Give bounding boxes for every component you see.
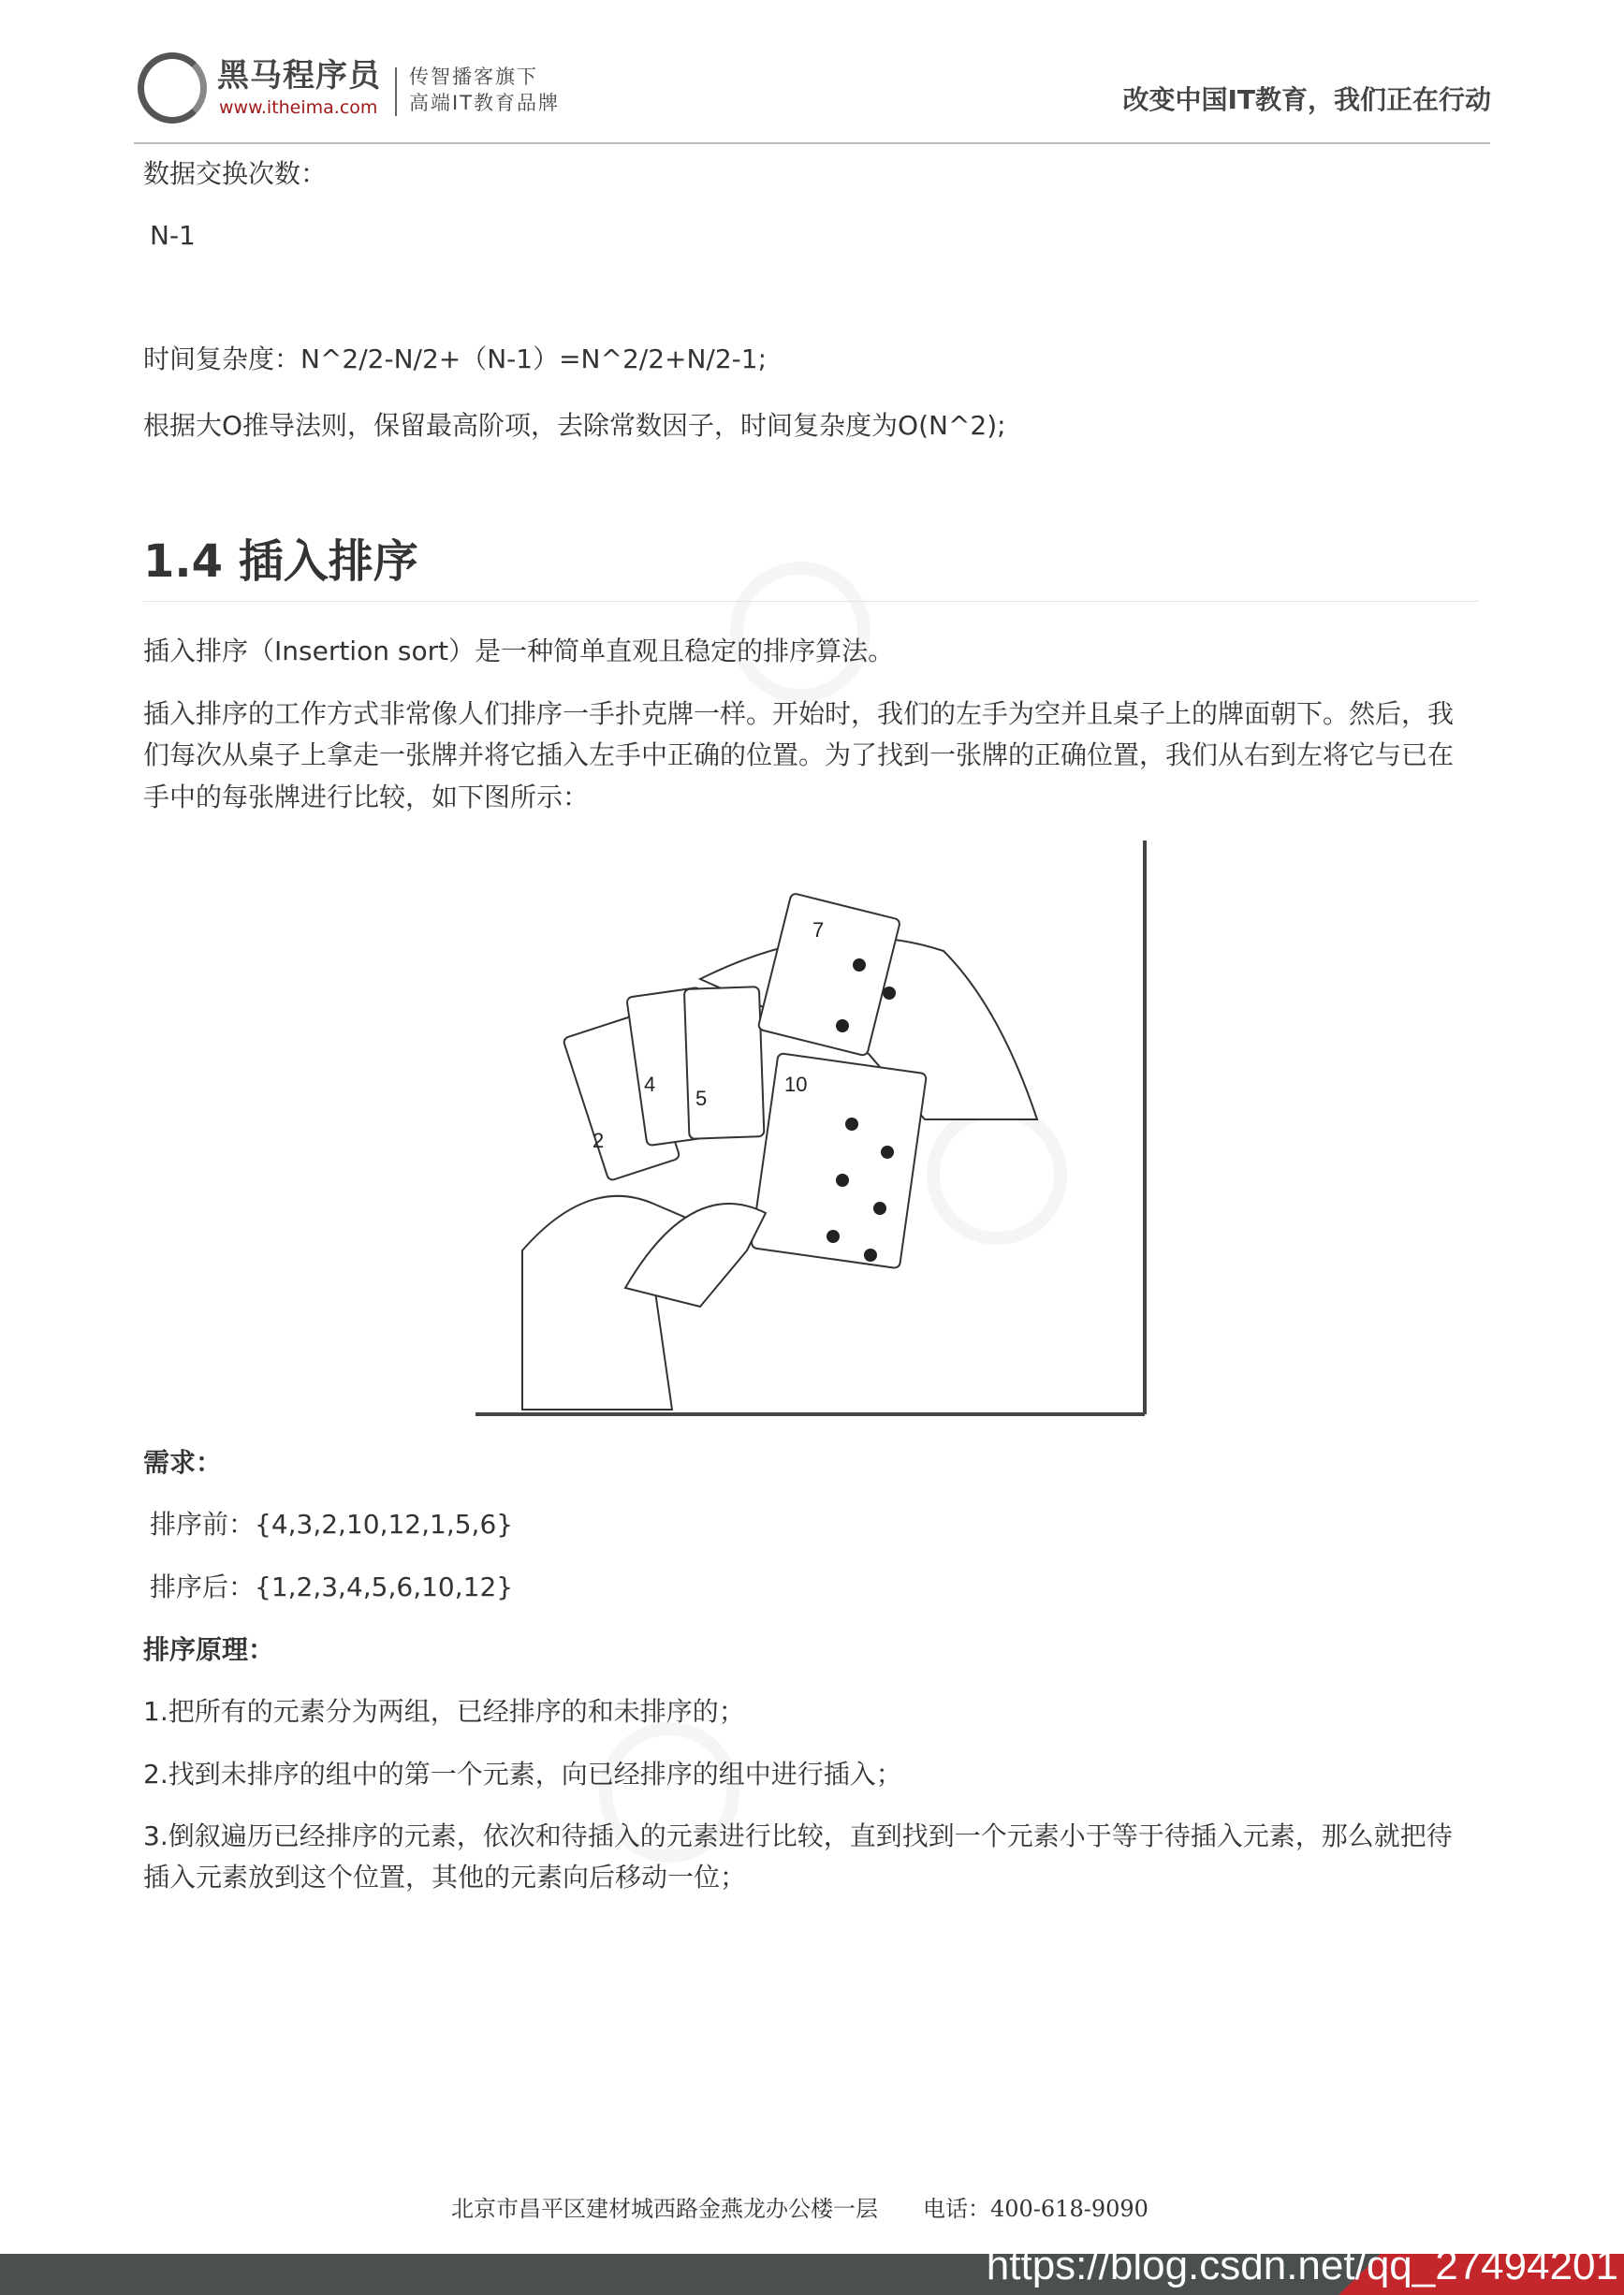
slogan: 改变中国IT教育，我们正在行动 xyxy=(1122,84,1491,115)
brand-sub2: 高端IT教育品牌 xyxy=(409,92,561,114)
after-sort: 排序后：{1,2,3,4,5,6,10,12} xyxy=(150,1571,514,1602)
brand-url: www.itheima.com xyxy=(219,97,378,118)
step: 3.倒叙遍历已经排序的元素，依次和待插入的元素进行比较，直到找到一个元素小于等于待插入元素，那么就把待 xyxy=(143,1820,1453,1851)
card-hand-illustration xyxy=(475,839,1151,1419)
step: 插入元素放到这个位置，其他的元素向后移动一位； xyxy=(143,1862,747,1893)
requirement-label: 需求： xyxy=(143,1447,223,1478)
divider xyxy=(395,67,397,116)
heading-rule xyxy=(143,601,1479,602)
card-rank: 5 xyxy=(695,1087,708,1110)
card xyxy=(684,987,765,1139)
header-rule xyxy=(134,142,1490,144)
intro: 插入排序（Insertion sort）是一种简单直观且稳定的排序算法。 xyxy=(143,636,895,666)
step: 2.找到未排序的组中的第一个元素，向已经排序的组中进行插入； xyxy=(143,1759,902,1790)
swap-value: N-1 xyxy=(150,220,196,251)
time-complexity: 时间复杂度：N^2/2-N/2+（N-1）=N^2/2+N/2-1; xyxy=(143,344,768,374)
watermark-logo-icon xyxy=(730,562,871,702)
card-rank: 10 xyxy=(784,1073,808,1096)
footer-address: 北京市昌平区建材城西路金燕龙办公楼一层 电话：400-618-9090 xyxy=(451,2196,1149,2222)
desc-line: 插入排序的工作方式非常像人们排序一手扑克牌一样。开始时，我们的左手为空并且桌子上的牌面朝下。然后，我 xyxy=(143,698,1455,729)
brand-sub1: 传智播客旗下 xyxy=(409,66,538,88)
brand-name: 黑马程序员 xyxy=(217,57,381,95)
section-heading: 1.4 插入排序 xyxy=(143,535,418,588)
logo-icon xyxy=(138,52,207,124)
desc-line: 们每次从桌子上拿走一张牌并将它插入左手中正确的位置。为了找到一张牌的正确位置，我们从右到左将它与已在 xyxy=(143,739,1455,770)
desc-line: 手中的每张牌进行比较，如下图所示： xyxy=(143,782,590,812)
principle-label: 排序原理： xyxy=(143,1634,275,1665)
card-rank: 2 xyxy=(593,1129,605,1152)
before-sort: 排序前：{4,3,2,10,12,1,5,6} xyxy=(150,1509,514,1540)
card-rank: 7 xyxy=(812,918,825,942)
big-o: 根据大O推导法则，保留最高阶项，去除常数因子，时间复杂度为O(N^2); xyxy=(143,410,1006,441)
step: 1.把所有的元素分为两组，已经排序的和未排序的； xyxy=(143,1696,745,1727)
card-rank: 4 xyxy=(644,1073,656,1096)
swap-label: 数据交换次数： xyxy=(143,158,328,189)
csdn-watermark-link[interactable]: https://blog.csdn.net/qq_27494201 xyxy=(986,2243,1618,2288)
